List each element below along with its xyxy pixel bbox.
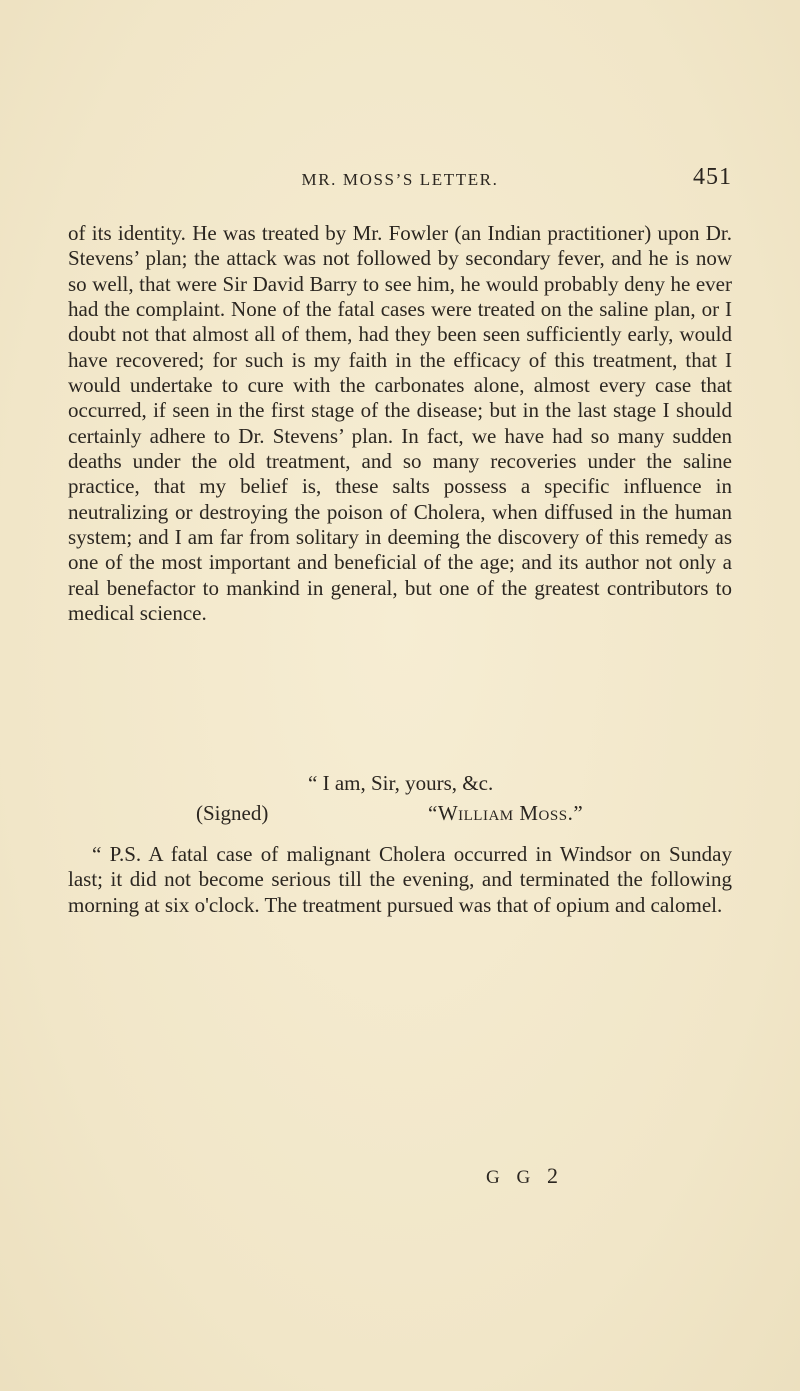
signature-mark-number: 2 (546, 1163, 558, 1188)
page-header (68, 160, 732, 200)
body-paragraph-text: of its identity. He was treated by Mr. Fowler (an Indian practitioner) upon Dr. Stevens’ plan; the attack was not followed by secondary fever, and he is now so well, that were Sir David Barry to see him, he would probably deny he ever had the complaint. None of the fatal cases were treated on the saline plan, or I doubt not that almost all of them, had they been seen sufficiently early, would have recovered; for such is my faith in the efficacy of this treatment, that I would undertake to cure with the carbonates alone, almost every case that occurred, if seen in the first stage of the disease; but in the last stage I should certainly adhere to Dr. Stevens’ plan. In fact, we have had so many sudden deaths under the old treatment, and so many recoveries under the saline practice, that my belief is, these salts possess a specific influence in neutralizing or destroying the poison of Cholera, when diffused in the human system; and I am far from solitary in deeming the discovery of this remedy as one of the most important and beneficial of the age; and its author not only a real benefactor to mankind in general, but one of the greatest contributors to medical science. (68, 221, 732, 626)
running-head: MR. MOSS’S LETTER. (301, 170, 499, 189)
postscript-paragraph: “ P.S. A fatal case of malignant Cholera occurred in Windsor on Sunday last; it did not become serious till the evening, and terminated the following morning at six o'clock. The treatment pursued was that of opium and calomel. (68, 842, 732, 917)
signature-name: “William Moss.” (428, 801, 584, 825)
closing-line: “ I am, Sir, yours, &c. (308, 771, 494, 795)
signed-label: (Signed) (196, 801, 269, 825)
body-paragraph (68, 221, 732, 627)
signature-mark-letters: G G (486, 1167, 537, 1188)
printer-signature-mark (486, 1163, 558, 1189)
page-number: 451 (693, 164, 732, 190)
